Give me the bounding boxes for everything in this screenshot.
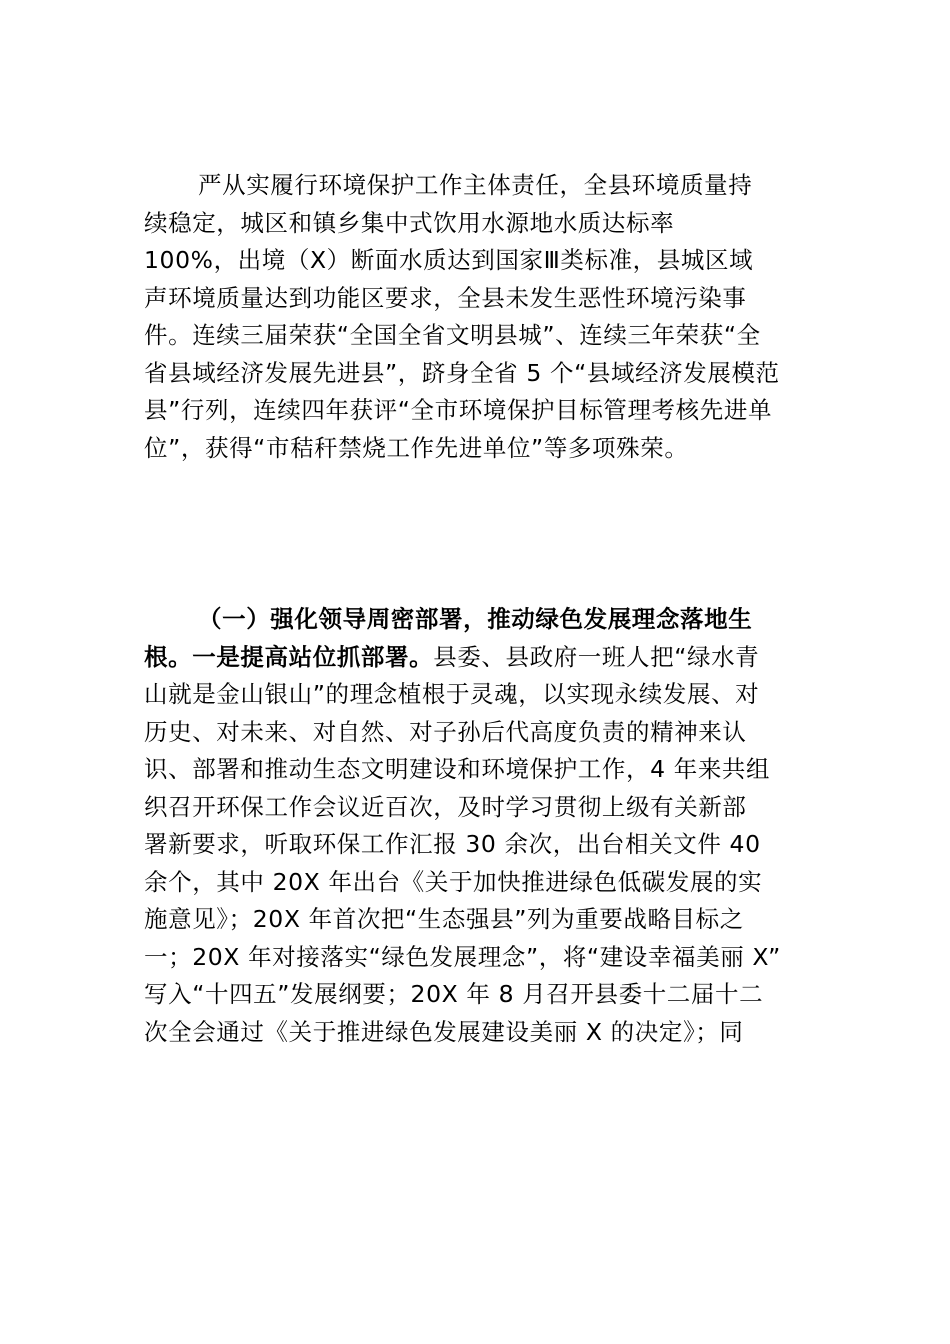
text-line: 次全会通过《关于推进绿色发展建设美丽 X 的决定》；同 [144, 1017, 744, 1046]
paragraph-environment-results [144, 167, 806, 467]
text-line: 100%，出境（X）断面水质达到国家Ⅲ类标准，县城区域 [144, 246, 754, 274]
text-line: 山就是金山银山”的理念植根于灵魂，以实现永续发展、对 [144, 680, 760, 708]
text-line: 施意见》；20X 年首次把“生态强县”列为重要战略目标之 [144, 905, 744, 933]
text-line [144, 639, 806, 677]
text-line: 余个，其中 20X 年出台《关于加快推进绿色低碳发展的实 [144, 867, 763, 896]
text-line: 位”，获得“市秸秆禁烧工作先进单位”等多项殊荣。 [144, 433, 689, 462]
paragraph-leadership-deployment [144, 601, 806, 1051]
text-line: 识、部署和推动生态文明建设和环境保护工作，4 年来共组 [144, 755, 771, 783]
text-line: 严从实履行环境保护工作主体责任，全县环境质量持 [198, 171, 753, 199]
text-line: 件。连续三届荣获“全国全省文明县城”、连续三年荣获“全 [144, 321, 761, 349]
text-line: 织召开环保工作会议近百次，及时学习贯彻上级有关新部 [144, 792, 747, 821]
text-line: 历史、对未来、对自然、对子孙后代高度负责的精神来认 [144, 717, 747, 746]
text-line: 一；20X 年对接落实“绿色发展理念”，将“建设幸福美丽 X” [144, 942, 781, 971]
section-heading: （一）强化领导周密部署，推动绿色发展理念落地生 [198, 605, 753, 633]
text-line: 署新要求，听取环保工作汇报 30 余次，出台相关文件 40 [144, 830, 761, 858]
subheading-bold: 根。一是提高站位抓部署。 [144, 642, 434, 671]
text-line: 声环境质量达到功能区要求，全县未发生恶性环境污染事 [144, 283, 747, 312]
text-line: 写入“十四五”发展纲要；20X 年 8 月召开县委十二届十二 [144, 980, 764, 1008]
text-line: 续稳定，城区和镇乡集中式饮用水源地水质达标率 [144, 208, 675, 237]
text-line: 县”行列，连续四年获评“全市环境保护目标管理考核先进单 [144, 396, 773, 424]
text-line: 省县域经济发展先进县”，跻身全省 5 个“县域经济发展模范 [144, 358, 780, 387]
text-run: 县委、县政府一班人把“绿水青 [433, 642, 760, 671]
